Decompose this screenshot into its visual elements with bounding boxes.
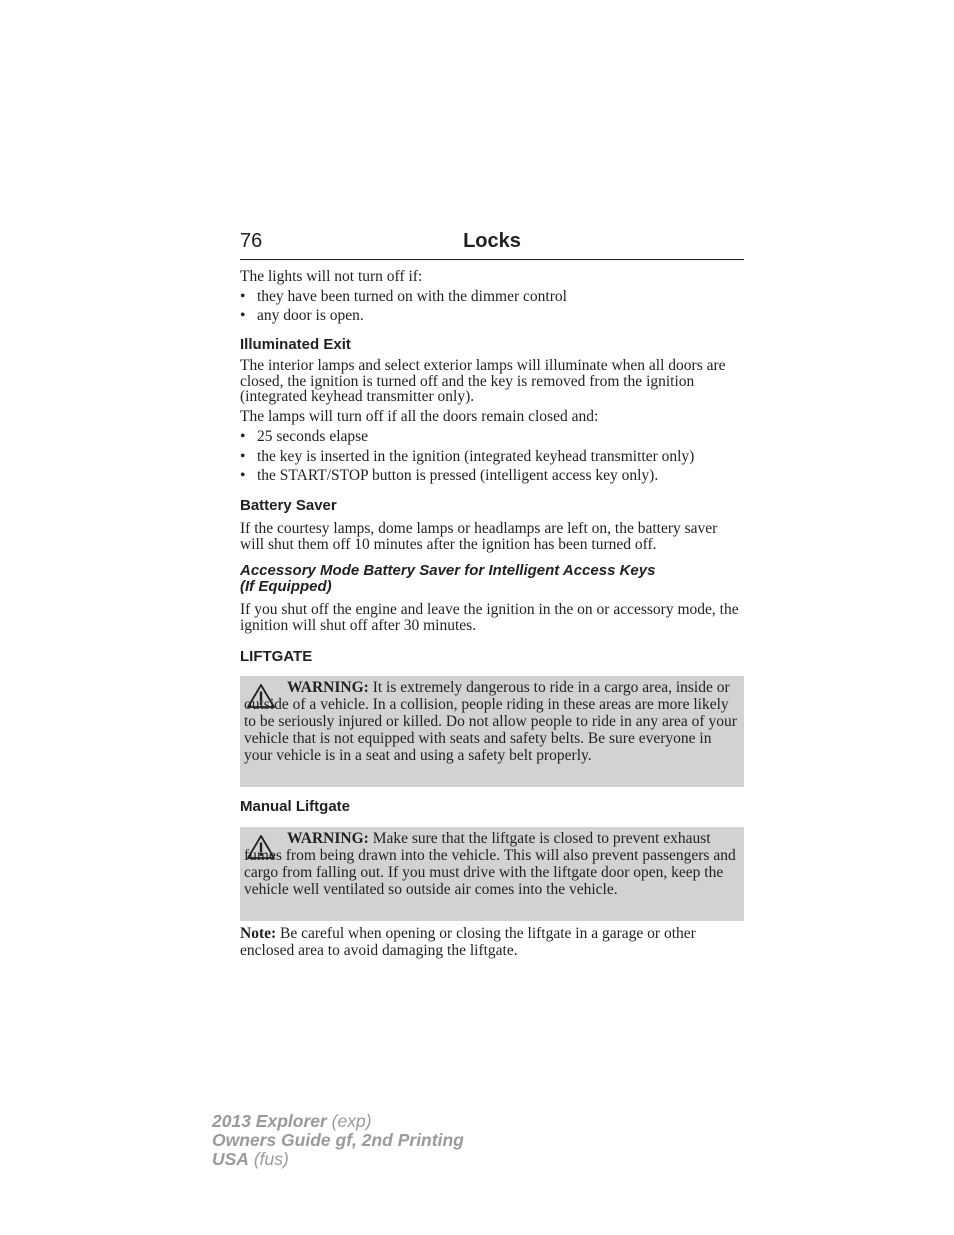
- intro-text: The lights will not turn off if:: [240, 268, 423, 285]
- manual-liftgate-warning-box: [240, 827, 744, 921]
- note-paragraph: Note: Be careful when opening or closing the liftgate in a garage or other enclosed area to avoid damaging the liftgate.: [240, 925, 696, 959]
- warning-text: WARNING: Make sure that the liftgate is closed to prevent exhaust fumes from being drawn into the vehicle. This will also prevent passengers and cargo from falling out. If you must drive with the liftgate door open, keep the vehicle well ventilated so outside air comes into the vehicle.: [244, 830, 736, 898]
- accessory-mode-paragraph: If you shut off the engine and leave the ignition in the on or accessory mode, the ignition will shut off after 30 minutes.: [240, 601, 739, 634]
- footer-region: USA: [212, 1149, 249, 1169]
- footer-printing: Owners Guide gf, 2nd Printing: [212, 1130, 464, 1150]
- battery-saver-paragraph: If the courtesy lamps, dome lamps or headlamps are left on, the battery saver will shut them off 10 minutes after the ignition has been turned off.: [240, 520, 718, 553]
- illuminated-exit-paragraph: The interior lamps and select exterior lamps will illuminate when all doors are closed, the ignition is turned off and the key is removed from the ignition (integrated keyhead transmitter only).: [240, 357, 726, 405]
- liftgate-heading: LIFTGATE: [240, 648, 313, 665]
- manual-liftgate-heading: Manual Liftgate: [240, 798, 351, 815]
- battery-saver-heading: Battery Saver: [240, 497, 337, 514]
- page-footer: 2013 Explorer (exp) Owners Guide gf, 2nd Printing USA (fus): [212, 1111, 464, 1169]
- page-number: 76: [240, 230, 263, 252]
- chapter-title: Locks: [463, 230, 521, 252]
- illuminated-exit-paragraph-2: The lamps will turn off if all the doors remain closed and:: [240, 408, 599, 425]
- footer-model: 2013 Explorer: [212, 1111, 327, 1131]
- warning-label: WARNING:: [287, 830, 369, 847]
- accessory-mode-heading: Accessory Mode Battery Saver for Intelligent Access Keys (If Equipped): [240, 562, 656, 595]
- page-header: [240, 229, 744, 260]
- warning-text: WARNING: It is extremely dangerous to ride in a cargo area, inside or outside of a vehicle. In a collision, people riding in these areas are more likely to be seriously injured or killed. Do not allow people to ride in any area of your vehicle that is not equipped with seats and safety belts. Be sure everyone in your vehicle is in a seat and using a safety belt properly.: [244, 679, 737, 764]
- note-label: Note:: [240, 925, 277, 942]
- illuminated-exit-heading: Illuminated Exit: [240, 336, 351, 353]
- warning-label: WARNING:: [287, 679, 369, 696]
- liftgate-warning-box: [240, 676, 744, 787]
